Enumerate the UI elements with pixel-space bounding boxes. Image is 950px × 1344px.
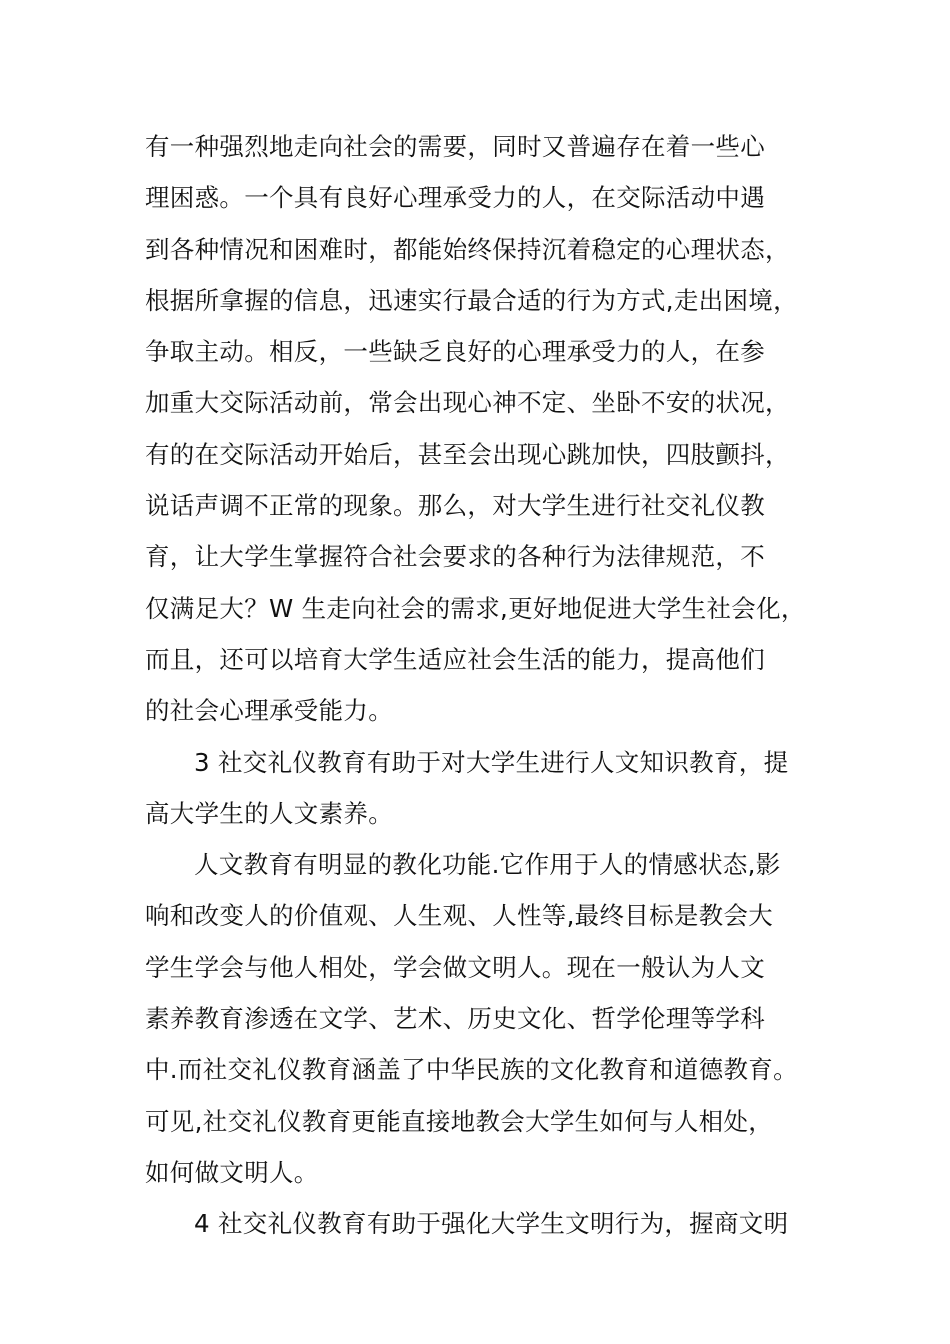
paragraph-psychology bbox=[145, 121, 805, 737]
text-line: 而且，还可以培育大学生适应社会生活的能力，提高他们 bbox=[145, 644, 765, 674]
text-line: 4 社交礼仪教育有助于强化大学生文明行为，握商文明 bbox=[194, 1209, 789, 1239]
text-line: 如何做文明人。 bbox=[145, 1157, 319, 1187]
section-heading-4 bbox=[145, 1198, 805, 1249]
paragraph-humanities bbox=[145, 839, 805, 1198]
text-line: 争取主动。相反，一些缺乏良好的心理承受力的人，在参 bbox=[145, 337, 765, 367]
document-page bbox=[145, 121, 805, 1250]
text-line: 理困惑。一个具有良好心理承受力的人，在交际活动中遇 bbox=[145, 183, 765, 213]
text-line: 人文教育有明显的教化功能.它作用于人的情感状态,影 bbox=[194, 850, 781, 880]
text-line: 根据所拿握的信息，迅速实行最合适的行为方式,走出困境， bbox=[145, 285, 798, 315]
text-line: 到各种情况和困难时，都能始终保持沉着稳定的心理状态， bbox=[145, 234, 790, 264]
text-line: 仅满足大？W 生走向社会的需求,更好地促进大学生社会化， bbox=[145, 593, 806, 623]
text-line: 的社会心理承受能力。 bbox=[145, 696, 393, 726]
section-heading-3 bbox=[145, 737, 805, 840]
text-line: 有一种强烈地走向社会的需要，同时又普遍存在着一些心 bbox=[145, 132, 765, 161]
text-line: 中.而社交礼仪教育涵盖了中华民族的文化教育和道德教育。 bbox=[145, 1055, 798, 1085]
text-line: 加重大交际活动前，常会出现心神不定、坐卧不安的状况， bbox=[145, 388, 790, 418]
text-line: 说话声调不正常的现象。那么，对大学生进行社交礼仪教 bbox=[145, 491, 765, 521]
text-line: 育，让大学生掌握符合社会要求的各种行为法律规范，不 bbox=[145, 542, 765, 572]
text-line: 响和改变人的价值观、人生观、人性等,最终目标是教会大 bbox=[145, 901, 774, 931]
text-line: 素养教育渗透在文学、艺术、历史文化、哲学伦理等学科 bbox=[145, 1004, 765, 1034]
text-line: 可见,社交礼仪教育更能直接地教会大学生如何与人相处， bbox=[145, 1106, 774, 1136]
text-line: 高大学生的人文素养。 bbox=[145, 798, 393, 828]
text-line: 3 社交礼仪教育有助于对大学生进行人文知识教育，提 bbox=[194, 747, 789, 777]
text-line: 有的在交际活动开始后，甚至会出现心跳加快，四肢颤抖， bbox=[145, 439, 790, 469]
text-line: 学生学会与他人相处，学会做文明人。现在一般认为人文 bbox=[145, 952, 765, 982]
